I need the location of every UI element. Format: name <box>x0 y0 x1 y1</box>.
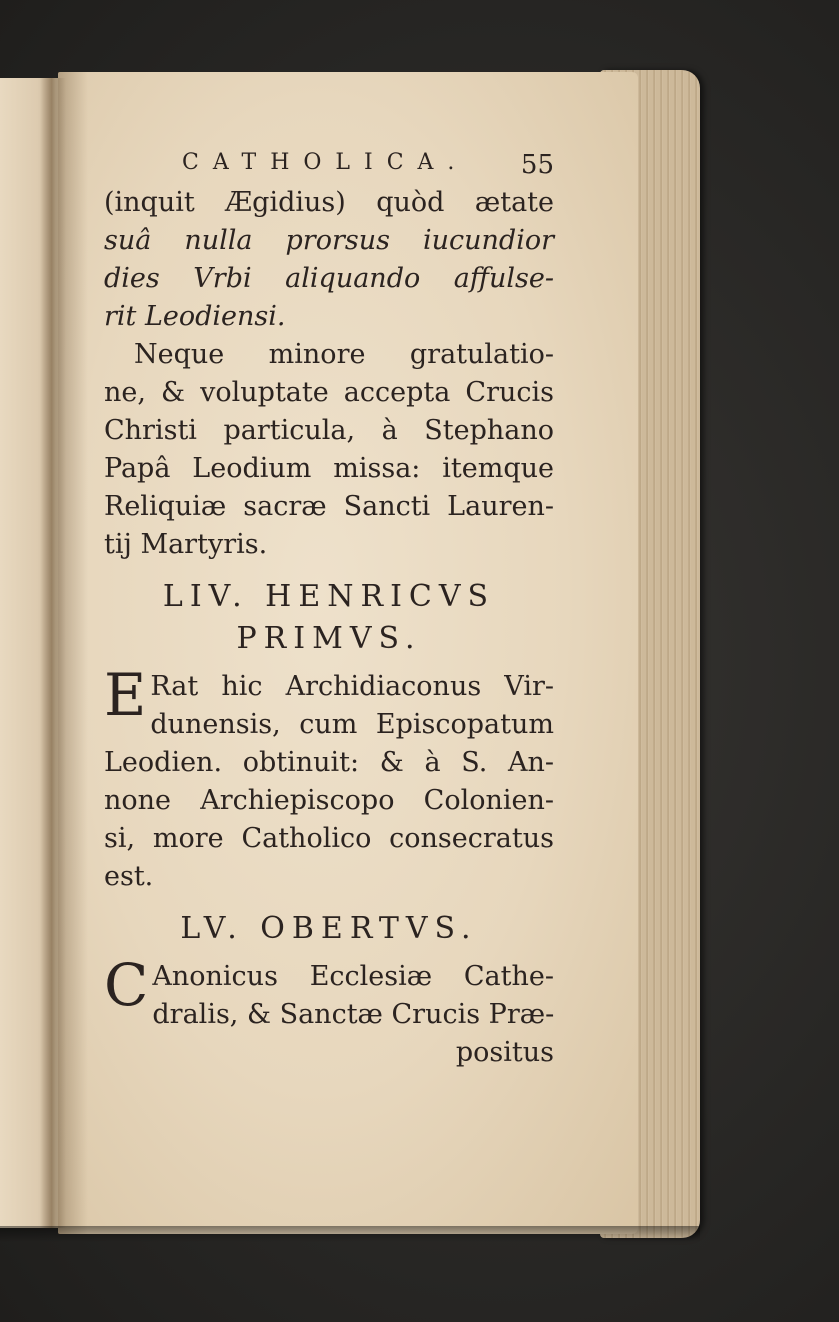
page-text <box>104 150 554 1072</box>
text-line: dunensis, cum Episcopatum <box>150 709 554 740</box>
paragraph-2 <box>104 336 554 564</box>
paragraph-4 <box>104 951 555 1072</box>
book-gutter <box>40 78 66 1228</box>
text-line: Anonicus Ecclesiæ Cathe- <box>152 961 554 992</box>
text-line: Neque minore gratulatio- <box>134 339 554 370</box>
running-header <box>104 150 554 180</box>
text-line: suâ nulla prorsus iucundior <box>104 225 554 256</box>
section-heading-liv-continued: PRIMVS. <box>236 621 422 656</box>
drop-cap: C <box>104 951 149 1019</box>
text-line: Leodien. obtinuit: & à S. An- <box>104 747 554 778</box>
section-heading-lv: LV. OBERTVS. <box>180 911 478 946</box>
text-line: dies Vrbi aliquando affulse- <box>104 263 554 294</box>
text-line: dralis, & Sanctæ Crucis Præ- <box>152 999 555 1030</box>
text-line: Papâ Leodium missa: itemque <box>104 453 554 484</box>
section-heading-liv: LIV. HENRICVS <box>162 579 496 614</box>
text-line: Reliquiæ sacræ Sancti Lauren- <box>104 491 554 522</box>
text-line: rit Leodiensi. <box>104 301 286 332</box>
paragraph-3 <box>104 661 554 896</box>
text-line: est. <box>104 861 154 892</box>
text-line: si, more Catholico consecratus <box>104 823 554 854</box>
drop-cap: E <box>104 661 147 729</box>
text-line: Rat hic Archidiaconus Vir- <box>150 671 554 702</box>
text-line: ne, & voluptate accepta Crucis <box>104 377 554 408</box>
text-line: Christi particula, à Stephano <box>104 415 554 446</box>
text-line: (inquit Ægidius) quòd ætate <box>104 187 554 218</box>
text-line: none Archiepiscopo Colonien- <box>104 785 554 816</box>
text-line: tij Martyris. <box>104 529 268 560</box>
paragraph-1 <box>104 184 554 336</box>
page-bottom-shadow <box>0 1226 700 1242</box>
text-line: positus <box>455 1037 554 1068</box>
page-number: 55 <box>520 150 554 180</box>
running-head-title: CATHOLICA. <box>182 150 469 175</box>
